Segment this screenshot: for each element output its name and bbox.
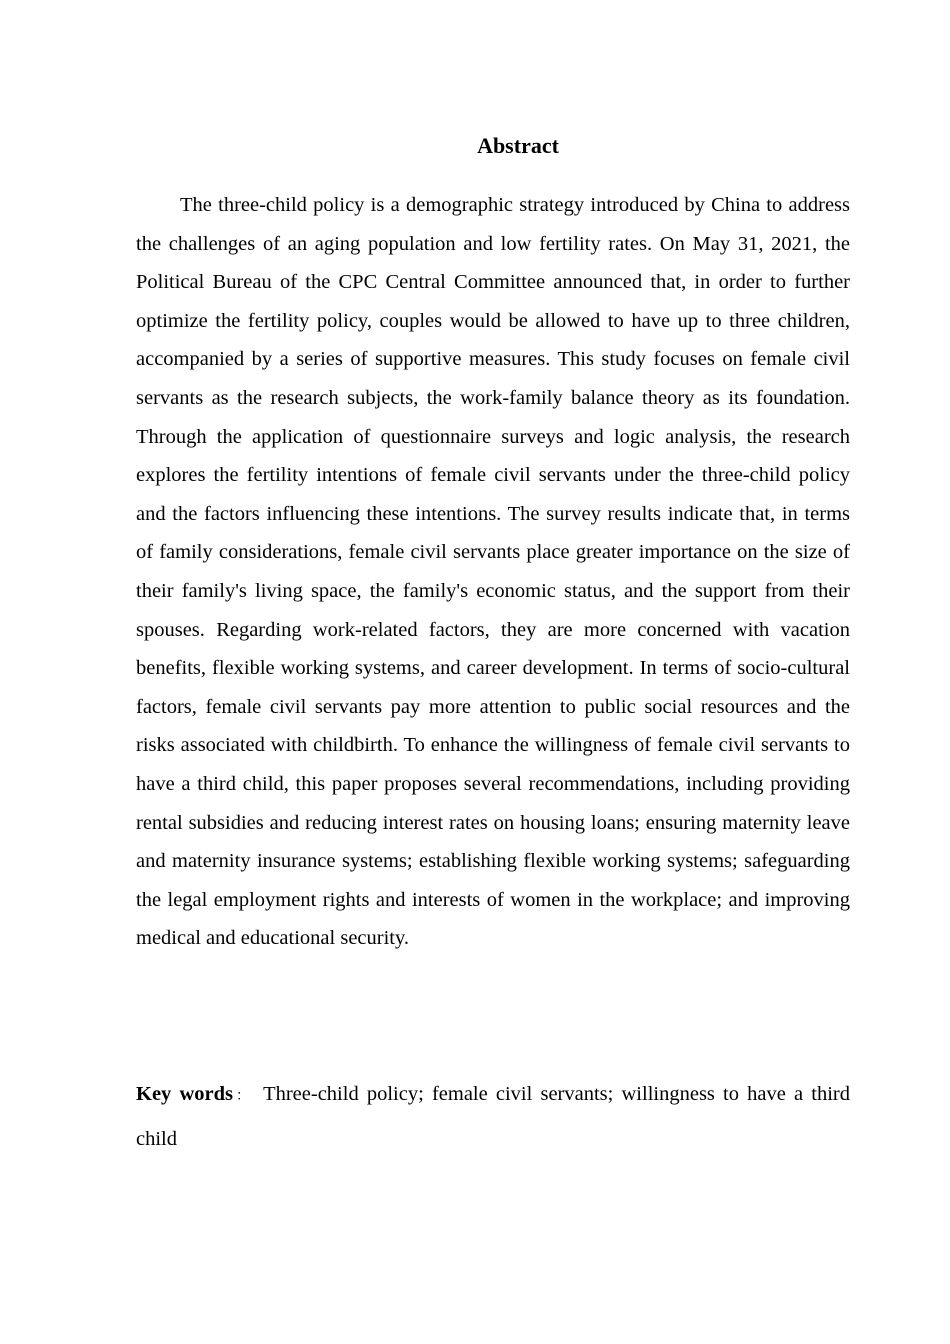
keywords-line bbox=[136, 1073, 850, 1161]
keywords-separator: ： bbox=[233, 1089, 254, 1104]
keywords-label: Key words bbox=[136, 1083, 233, 1105]
abstract-body: The three-child policy is a demographic strategy introduced by China to address the challenges of an aging population and low fertility rates. On May 31, 2021, the Political Bureau of the CPC Central Committee announced that, in order to further optimize the fertility policy, couples would be allowed to have up to three children, accompanied by a series of supportive measures. This study focuses on female civil servants as the research subjects, the work-family balance theory as its foundation. Through the application of questionnaire surveys and logic analysis, the research explores the fertility intentions of female civil servants under the three-child policy and the factors influencing these intentions. The survey results indicate that, in terms of family considerations, female civil servants place greater importance on the size of their family's living space, the family's economic status, and the support from their spouses. Regarding work-related factors, they are more concerned with vacation benefits, flexible working systems, and career development. In terms of socio-cultural factors, female civil servants pay more attention to public social resources and the risks associated with childbirth. To enhance the willingness of female civil servants to have a third child, this paper proposes several recommendations, including providing rental subsidies and reducing interest rates on housing loans; ensuring maternity leave and maternity insurance systems; establishing flexible working systems; safeguarding the legal employment rights and interests of women in the workplace; and improving medical and educational security. bbox=[136, 194, 850, 950]
abstract-title: Abstract bbox=[477, 132, 559, 158]
keywords-value: Three-child policy; female civil servants; willingness to have a third child bbox=[136, 1083, 851, 1150]
